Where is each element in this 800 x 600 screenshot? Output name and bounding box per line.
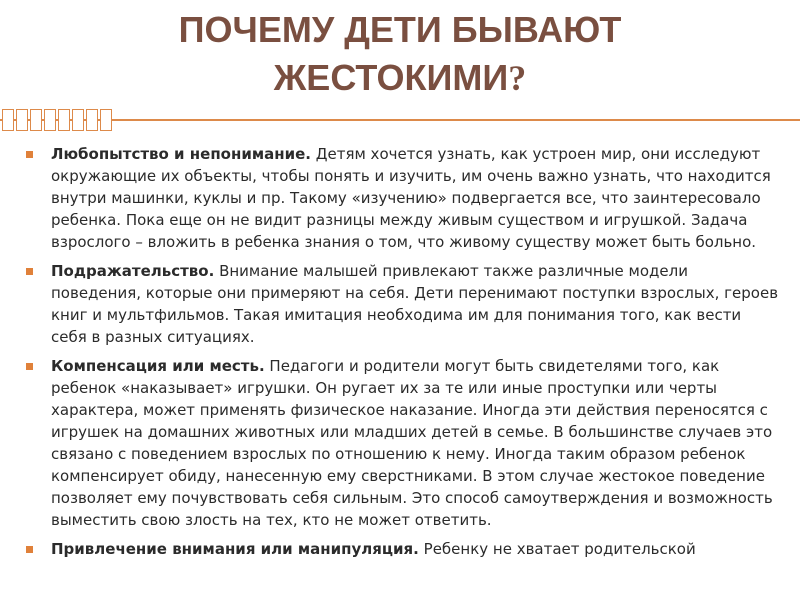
slide-title-line1: ПОЧЕМУ ДЕТИ БЫВАЮТ — [178, 9, 622, 50]
divider-square — [16, 109, 28, 131]
decorative-divider — [0, 109, 800, 131]
bullet-text: Детям хочется узнать, как устроен мир, они исследуют окружающие их объекты, чтобы понять и изучить, им очень важно узнать, что находится внутри машинки, куклы и пр. Такому «изучению» подвергается все, что заинтересовало ребенка. Пока еще он не видит разницы между живым существом и игрушкой. Задача взрослого – вложить в ребенка знания о том, что живому существу может быть больно. — [51, 145, 771, 251]
bullet-item — [26, 355, 781, 531]
bullet-square-icon — [26, 268, 33, 275]
bullet-text: Внимание малышей привлекают также различные модели поведения, которые они примеряют на себя. Дети перенимают поступки взрослых, героев книг и мультфильмов. Такая имитация необходима им для понимания того, как вести себя в разных ситуациях. — [51, 262, 779, 346]
divider-square — [72, 109, 84, 131]
bullet-text: Ребенку не хватает родительской — [418, 540, 696, 558]
bullet-item — [26, 143, 781, 253]
bullet-item — [26, 260, 781, 348]
divider-square — [30, 109, 42, 131]
slide-title-line2-text: ЖЕСТОКИМИ — [273, 57, 509, 98]
slide-title-line2 — [60, 54, 740, 102]
bullet-heading: Любопытство и непонимание. — [51, 145, 311, 163]
divider-line — [0, 119, 800, 121]
bullet-heading: Подражательство. — [51, 262, 215, 280]
divider-square — [100, 109, 112, 131]
divider-square — [86, 109, 98, 131]
divider-square — [2, 109, 14, 131]
slide-title — [60, 6, 740, 102]
bullet-square-icon — [26, 363, 33, 370]
bullet-heading: Компенсация или месть. — [51, 357, 265, 375]
bullet-square-icon — [26, 546, 33, 553]
bullet-item — [26, 538, 781, 560]
bullet-heading: Привлечение внимания или манипуляция. — [51, 540, 419, 558]
divider-square — [44, 109, 56, 131]
bullet-square-icon — [26, 151, 33, 158]
bullet-list — [26, 143, 781, 567]
question-mark: ? — [508, 58, 527, 98]
bullet-text: Педагоги и родители могут быть свидетелями того, как ребенок «наказывает» игрушки. Он ругает их за те или иные проступки или черты характера, может применять физическое наказание. Иногда эти действия переносятся с игрушек на домашних животных или младших детей в семье. В большинстве случаев это связано с поведением взрослых по отношению к нему. Иногда таким образом ребенок компенсирует обиду, нанесенную ему сверстниками. В этом случае жестокое поведение позволяет ему почувствовать себя сильным. Это способ самоутверждения и возможность выместить свою злость на тех, кто не может ответить. — [51, 357, 773, 529]
divider-square — [58, 109, 70, 131]
